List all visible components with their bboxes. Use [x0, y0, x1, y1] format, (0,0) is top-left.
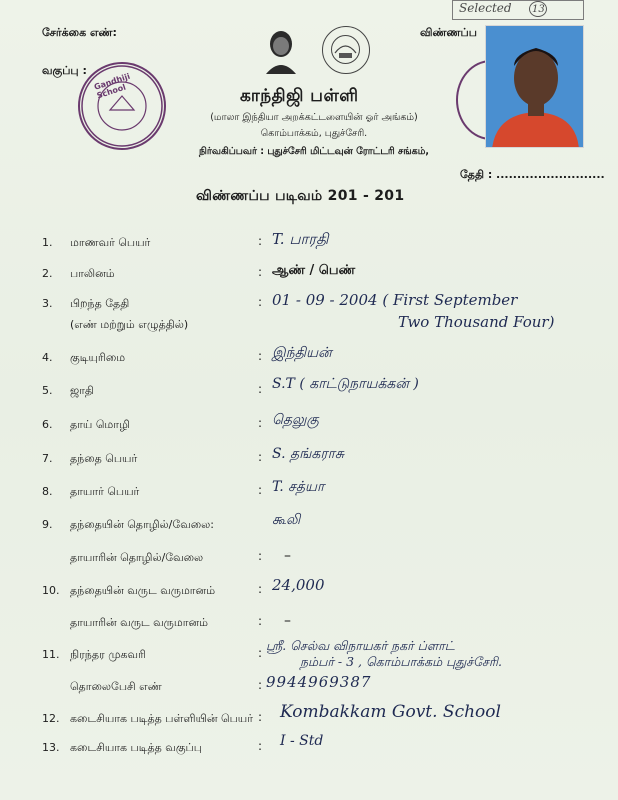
field-label-last-school: கடைசியாக படித்த பள்ளியின் பெயர்: [70, 712, 253, 725]
field-value-last-class: I - Std: [280, 733, 324, 749]
row-number: 5.: [42, 384, 53, 397]
field-value-dob: 01 - 09 - 2004 ( First September: [272, 291, 518, 309]
selected-note-text: Selected: [459, 1, 512, 15]
field-value-address-line1: ஸ்ரீ. செல்வ விநாயகர் நகர் ப்ளாட்: [266, 638, 455, 653]
field-label-dob: பிறந்த தேதி: [70, 297, 130, 310]
school-subline-3: நிர்வகிப்பவர் : புதுச்சேரி மிட்டவுன் ரோட்டரி சங்கம்,: [199, 146, 429, 157]
form-title: விண்ணப்ப படிவம் 201 - 201: [196, 188, 405, 204]
field-colon: :: [258, 265, 263, 279]
field-colon: :: [258, 483, 263, 497]
field-value-mother-name: T. சத்யா: [272, 479, 325, 495]
row-number: 4.: [42, 351, 53, 364]
field-colon: :: [258, 739, 263, 753]
field-value-last-school: Kombakkam Govt. School: [280, 702, 501, 722]
field-value-mother-occupation: –: [284, 548, 291, 564]
field-colon: :: [258, 450, 263, 464]
field-label-caste: ஜாதி: [70, 384, 94, 397]
field-colon: :: [258, 295, 263, 309]
field-value-dob-words: Two Thousand Four): [398, 313, 555, 331]
field-colon: :: [258, 382, 263, 396]
field-value-caste: S.T ( காட்டுநாயக்கன் ): [272, 376, 419, 392]
row-number: 7.: [42, 452, 53, 465]
field-value-father-occupation: கூலி: [272, 512, 301, 528]
field-value-student-name: T. பாரதி: [272, 230, 329, 248]
field-label-nationality: குடியுரிமை: [70, 351, 126, 364]
field-value-nationality: இந்தியன்: [272, 345, 332, 361]
row-number: 2.: [42, 267, 53, 280]
row-number: 13.: [42, 741, 60, 754]
field-label-father-occupation: தந்தையின் தொழில்/வேலை:: [70, 518, 214, 531]
field-value-phone: 9944969387: [266, 673, 372, 691]
student-photo-icon: [486, 26, 584, 148]
selected-note: [452, 0, 584, 20]
field-label-last-class: கடைசியாக படித்த வகுப்பு: [70, 741, 202, 754]
field-value-gender: ஆண் / பெண்: [272, 263, 356, 278]
field-sublabel-dob: (எண் மற்றும் எழுத்தில்): [70, 318, 189, 331]
student-photo: [485, 25, 584, 148]
row-number: 10.: [42, 584, 60, 597]
school-seal-left: [78, 62, 166, 150]
field-colon: :: [258, 614, 263, 628]
field-colon: :: [258, 234, 263, 248]
row-number: 12.: [42, 712, 60, 725]
field-value-mother-income: –: [284, 613, 291, 629]
field-label-mother-tongue: தாய் மொழி: [70, 418, 130, 431]
school-emblem-icon: [322, 26, 370, 74]
field-label-mother-income: தாயாரின் வருட வருமானம்: [70, 616, 208, 629]
field-value-address-line2: நம்பர் - 3 , கொம்பாக்கம் புதுச்சேரி.: [300, 654, 502, 669]
field-label-mother-name: தாயார் பெயர்: [70, 485, 140, 498]
seal-left-text: Gandhiji School: [92, 71, 132, 101]
field-label-father-name: தந்தை பெயர்: [70, 452, 138, 465]
field-colon: :: [258, 710, 263, 724]
field-colon: :: [258, 349, 263, 363]
row-number: 3.: [42, 297, 53, 310]
field-colon: :: [258, 582, 263, 596]
field-label-address: நிரந்தர முகவரி: [70, 648, 146, 661]
field-colon: :: [258, 678, 263, 692]
gandhi-portrait-icon: [262, 28, 300, 74]
field-value-father-name: S. தங்கராசு: [272, 446, 345, 462]
field-label-student-name: மாணவர் பெயர்: [70, 236, 151, 249]
date-label: தேதி : ..........................: [460, 168, 605, 181]
admission-number-label: சேர்க்கை எண்:: [42, 26, 117, 39]
field-colon: :: [258, 646, 263, 660]
field-value-father-income: 24,000: [272, 576, 325, 594]
row-number: 9.: [42, 518, 53, 531]
school-name: காந்திஜி பள்ளி: [240, 86, 359, 106]
selected-count: 13: [529, 1, 547, 17]
field-label-mother-occupation: தாயாரின் தொழில்/வேலை: [70, 551, 204, 564]
field-label-father-income: தந்தையின் வருட வருமானம்: [70, 584, 216, 597]
application-label: விண்ணப்ப: [420, 26, 477, 39]
row-number: 1.: [42, 236, 53, 249]
field-colon: :: [258, 549, 263, 563]
class-label: வகுப்பு :: [42, 64, 87, 77]
field-label-phone: தொலைபேசி எண்: [70, 680, 162, 693]
school-subline-2: கொம்பாக்கம், புதுச்சேரி.: [260, 128, 368, 139]
field-label-gender: பாலினம்: [70, 267, 115, 280]
row-number: 6.: [42, 418, 53, 431]
row-number: 11.: [42, 648, 60, 661]
row-number: 8.: [42, 485, 53, 498]
school-subline-1: (மாலா இந்தியா அறக்கட்டளையின் ஓர் அங்கம்): [210, 112, 418, 123]
field-colon: :: [258, 416, 263, 430]
field-value-mother-tongue: தெலுகு: [272, 412, 319, 428]
